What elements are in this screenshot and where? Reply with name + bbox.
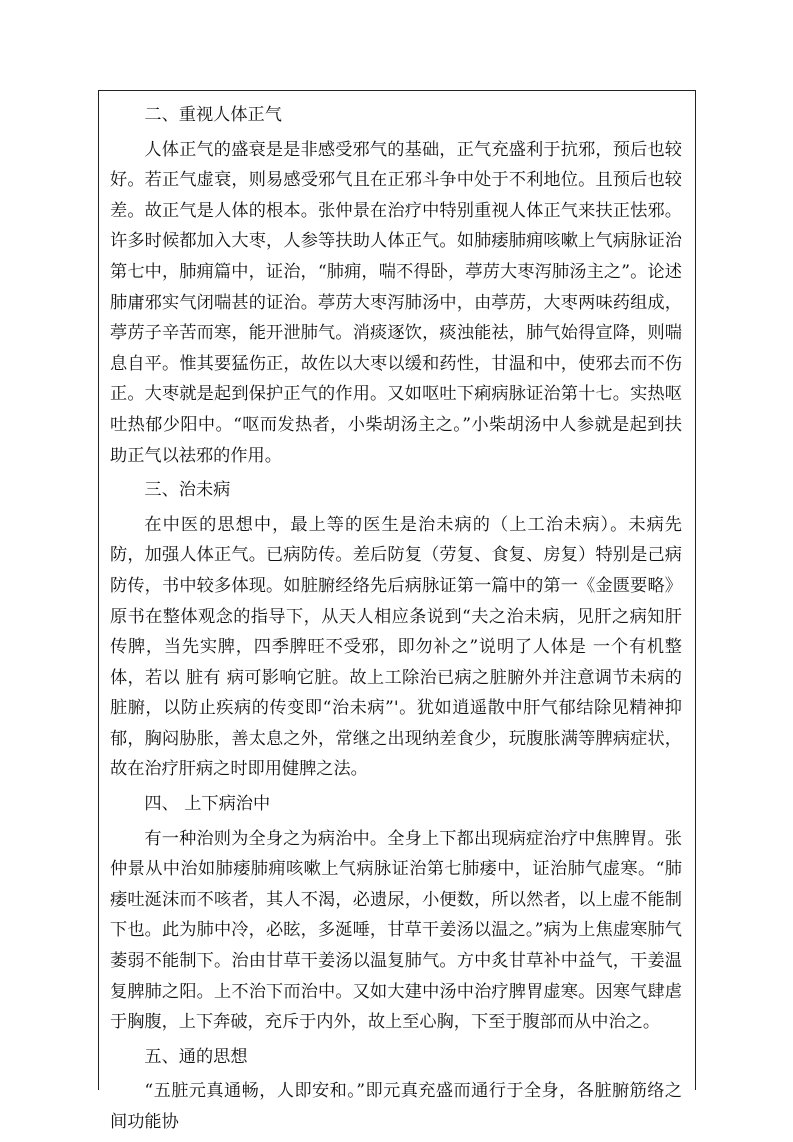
section-paragraph-2: 人体正气的盛衰是是非感受邪气的基础，正气充盛利于抗邪，预后也较好。若正气虚衰，则易感受邪气且在正邪斗争中处于不利地位。且预后也较差。故正气是人体的根本。张仲景在治疗中特别重视人体正气来扶正怯邪。许多时候都加入大枣，人参等扶助人体正气。如肺痿肺痈咳嗽上气病脉证治第七中，肺痈篇中，证治，“肺痈，喘不得卧，葶苈大枣泻肺汤主之”。论述肺庸邪实气闭喘甚的证治。葶苈大枣泻肺汤中，由葶苈，大枣两味药组成，葶苈子辛苦而寒，能开泄肺气。消痰逐饮，痰浊能祛，肺气始得宣降，则喘息自平。惟其要猛伤正，故佐以大枣以缓和药性，甘温和中，使邪去而不伤正。大枣就是起到保护正气的作用。又如呕吐下痢病脉证治第十七。实热呕吐热郁少阳中。“呕而发热者，小柴胡汤主之。”小柴胡汤中人参就是起到扶助正气以祛邪的作用。 — [110, 139, 682, 466]
section-heading-5: 五、通的思想 — [144, 1046, 248, 1067]
section-paragraph-4: 有一种治则为全身之为病治中。全身上下都出现病症治疗中焦脾胃。张仲景从中治如肺痿肺痈咳嗽上气病脉证治第七肺痿中，证治肺气虚寒。“肺痿吐涎沫而不咳者，其人不渴，必遗尿，小便数，所以然者，以上虚不能制下也。此为肺中冷，必眩，多涎唾，甘草干姜汤以温之。”病为上焦虚寒肺气萎弱不能制下。治由甘草干姜汤以温复肺气。方中炙甘草补中益气，干姜温复脾肺之阳。上不治下而治中。又如大建中汤中治疗脾胃虚寒。因寒气肆虐于胸腹，上下奔破，充斥于内外，故上至心胸，下至于腹部而从中治之。 — [110, 828, 682, 1033]
document-frame — [98, 90, 696, 1132]
section-heading-3: 三、治未病 — [144, 480, 231, 501]
section-paragraph-5: “五脏元真通畅，人即安和。”即元真充盛而通行于全身，各脏腑筋络之间功能协 — [110, 1081, 682, 1132]
section-heading-2: 二、重视人体正气 — [144, 105, 282, 125]
section-heading-4: 四、 上下病治中 — [144, 794, 271, 815]
section-paragraph-3: 在中医的思想中，最上等的医生是治未病的（上工治未病）。未病先防，加强人体正气。已病防传。差后防复（劳复、食复、房复）特别是己病防传，书中较多体现。如脏腑经络先后病脉证第一篇中的第一《金匮要略》原书在整体观念的指导下，从天人相应条说到“夫之治未病，见肝之病知肝传脾，当先实脾，四季脾旺不受邪，即勿补之”说明了人体是 一个有机整体，若以 脏有 病可影响它脏。故上工除治已病之脏腑外并注意调节未病的 脏腑，以防止疾病的传变即“治未病”'。犹如逍遥散中肝气郁结除见精神抑郁，胸闷胁胀，善太息之外，常继之出现纳差食少，玩腹胀满等脾病症状，故在治疗肝病之时即用健脾之法。 — [110, 514, 682, 780]
document-body — [99, 100, 695, 1142]
